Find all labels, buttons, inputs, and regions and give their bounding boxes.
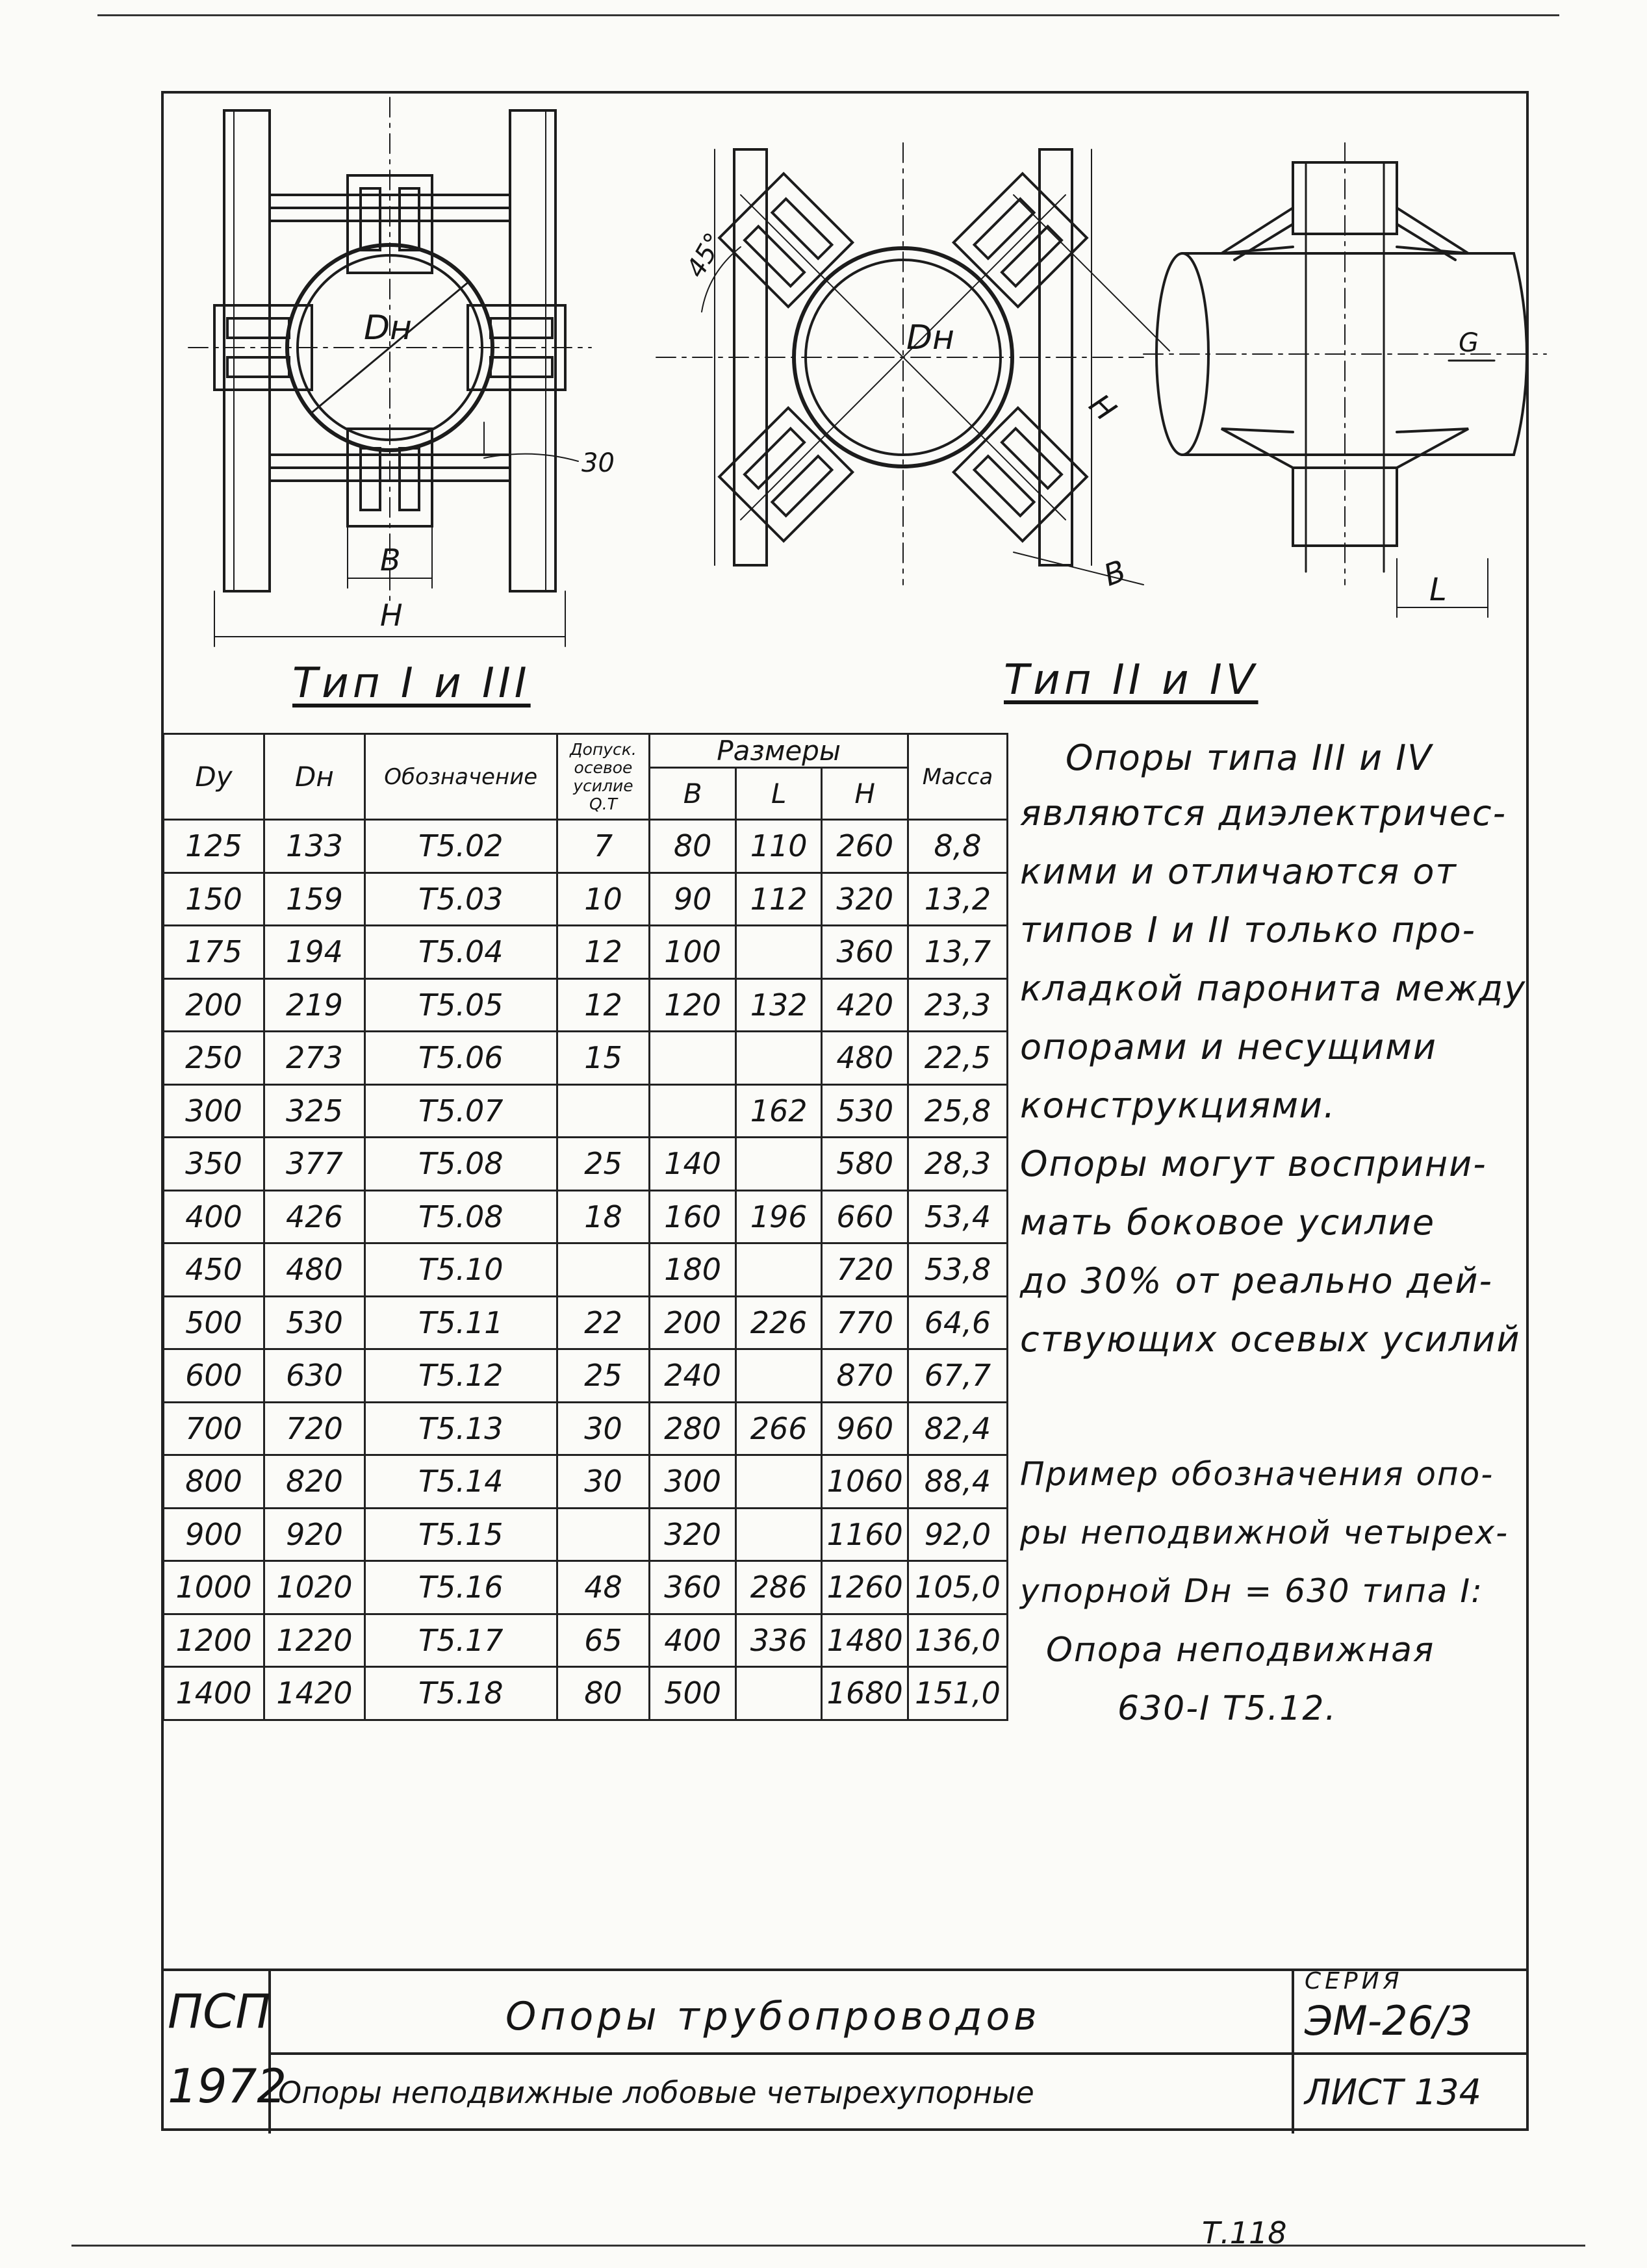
cell-code: Т5.14	[364, 1455, 557, 1509]
cell-dn: 219	[264, 978, 364, 1032]
cell-dy: 300	[164, 1084, 264, 1138]
cell-q: 25	[557, 1138, 650, 1191]
cell-dy: 500	[164, 1296, 264, 1349]
cell-l: 132	[735, 978, 822, 1032]
specification-table	[162, 733, 1008, 1721]
cell-code: Т5.03	[364, 873, 557, 926]
cell-h: 770	[822, 1296, 908, 1349]
cell-mass: 23,3	[908, 978, 1008, 1032]
note-line: кладкой паронита между	[1020, 968, 1527, 1009]
table-row	[164, 926, 1008, 979]
title-divider-h	[268, 2052, 1529, 2055]
caption-type-2-4: Тип II и IV	[1004, 656, 1258, 704]
cell-h: 320	[822, 873, 908, 926]
cell-q	[557, 1508, 650, 1561]
cell-code: Т5.11	[364, 1296, 557, 1349]
cell-mass: 25,8	[908, 1084, 1008, 1138]
cell-mass: 67,7	[908, 1349, 1008, 1403]
cell-code: Т5.18	[364, 1667, 557, 1720]
cell-b: 240	[650, 1349, 736, 1403]
cell-q: 22	[557, 1296, 650, 1349]
cell-h: 1680	[822, 1667, 908, 1720]
cell-h: 1480	[822, 1614, 908, 1667]
cell-l: 196	[735, 1190, 822, 1243]
label-dn-type2: Dн	[906, 318, 955, 357]
cell-h: 360	[822, 926, 908, 979]
label-dn-type1: Dн	[364, 309, 413, 348]
cell-dn: 325	[264, 1084, 364, 1138]
cell-b: 120	[650, 978, 736, 1032]
table-row	[164, 1402, 1008, 1455]
cell-q: 7	[557, 820, 650, 873]
cell-dn: 194	[264, 926, 364, 979]
cell-code: Т5.04	[364, 926, 557, 979]
cell-mass: 136,0	[908, 1614, 1008, 1667]
cell-code: Т5.17	[364, 1614, 557, 1667]
cell-code: Т5.07	[364, 1084, 557, 1138]
cell-l: 112	[735, 873, 822, 926]
cell-l: 336	[735, 1614, 822, 1667]
cell-mass: 53,4	[908, 1190, 1008, 1243]
cell-b: 400	[650, 1614, 736, 1667]
cell-q: 80	[557, 1667, 650, 1720]
note-line: Опоры могут восприни-	[1020, 1143, 1487, 1184]
cell-dy: 900	[164, 1508, 264, 1561]
series-label: СЕРИЯ	[1305, 1968, 1403, 1994]
cell-q: 48	[557, 1561, 650, 1614]
cell-dn: 1420	[264, 1667, 364, 1720]
cell-mass: 82,4	[908, 1402, 1008, 1455]
cell-l	[735, 1032, 822, 1085]
table-row	[164, 1349, 1008, 1403]
cell-dy: 250	[164, 1032, 264, 1085]
cell-code: Т5.02	[364, 820, 557, 873]
cell-b: 100	[650, 926, 736, 979]
cell-b: 180	[650, 1243, 736, 1297]
header-l: L	[735, 768, 822, 820]
cell-code: Т5.13	[364, 1402, 557, 1455]
label-h-type1: H	[380, 598, 403, 633]
header-b: B	[650, 768, 736, 820]
cell-dn: 480	[264, 1243, 364, 1297]
cell-h: 1060	[822, 1455, 908, 1509]
cell-l: 110	[735, 820, 822, 873]
cell-q: 15	[557, 1032, 650, 1085]
cell-q: 30	[557, 1455, 650, 1509]
cell-code: Т5.08	[364, 1138, 557, 1191]
cell-mass: 28,3	[908, 1138, 1008, 1191]
cell-dy: 200	[164, 978, 264, 1032]
cell-q: 30	[557, 1402, 650, 1455]
cell-h: 960	[822, 1402, 908, 1455]
cell-q: 18	[557, 1190, 650, 1243]
header-h: H	[822, 768, 908, 820]
cell-dn: 133	[264, 820, 364, 873]
cell-b: 500	[650, 1667, 736, 1720]
cell-h: 420	[822, 978, 908, 1032]
cell-h: 870	[822, 1349, 908, 1403]
cell-dn: 630	[264, 1349, 364, 1403]
page-stamp: Т.118	[1202, 2215, 1287, 2250]
example-line: Пример обозначения опо-	[1020, 1455, 1494, 1493]
label-b-type1: B	[380, 542, 401, 578]
header-axial-force: Допуск. осевое усилие Q.T	[557, 734, 650, 820]
cell-b: 140	[650, 1138, 736, 1191]
note-line: мать боковое усилие	[1020, 1202, 1436, 1243]
cell-mass: 151,0	[908, 1667, 1008, 1720]
cell-code: Т5.05	[364, 978, 557, 1032]
cell-code: Т5.08	[364, 1190, 557, 1243]
cell-b: 360	[650, 1561, 736, 1614]
cell-mass: 88,4	[908, 1455, 1008, 1509]
cell-dy: 450	[164, 1243, 264, 1297]
cell-l	[735, 1138, 822, 1191]
series-number: ЭМ-26/3	[1305, 1997, 1473, 2045]
label-g: G	[1459, 328, 1479, 358]
note-line: опорами и несущими	[1020, 1026, 1437, 1067]
cell-b	[650, 1084, 736, 1138]
note-line: являются диэлектричес-	[1020, 793, 1507, 834]
organization: ПСП	[168, 1984, 271, 2039]
cell-l	[735, 926, 822, 979]
example-line: 630-I Т5.12.	[1117, 1689, 1337, 1728]
cell-h: 580	[822, 1138, 908, 1191]
header-designation: Обозначение	[364, 734, 557, 820]
table-row	[164, 1296, 1008, 1349]
cell-l	[735, 1243, 822, 1297]
drawing-title: Опоры трубопроводов	[505, 1994, 1041, 2039]
cell-code: Т5.10	[364, 1243, 557, 1297]
cell-l: 286	[735, 1561, 822, 1614]
cell-dn: 159	[264, 873, 364, 926]
table-row	[164, 820, 1008, 873]
cell-h: 530	[822, 1084, 908, 1138]
label-h-type2: H	[1082, 387, 1123, 428]
example-line: ры неподвижной четырех-	[1020, 1514, 1509, 1551]
cell-b: 90	[650, 873, 736, 926]
cell-mass: 13,2	[908, 873, 1008, 926]
cell-q	[557, 1243, 650, 1297]
cell-dy: 1400	[164, 1667, 264, 1720]
label-l: L	[1429, 572, 1447, 608]
table-row	[164, 1084, 1008, 1138]
cell-q: 12	[557, 978, 650, 1032]
cell-mass: 64,6	[908, 1296, 1008, 1349]
cell-dy: 400	[164, 1190, 264, 1243]
figure-side-view	[1143, 143, 1546, 617]
cell-dn: 273	[264, 1032, 364, 1085]
note-line: типов I и II только про-	[1020, 910, 1477, 950]
cell-b: 200	[650, 1296, 736, 1349]
table-row	[164, 1138, 1008, 1191]
cell-q: 25	[557, 1349, 650, 1403]
year: 1972	[168, 2059, 287, 2113]
cell-b: 320	[650, 1508, 736, 1561]
cell-dy: 175	[164, 926, 264, 979]
note-line: ствующих осевых усилий	[1020, 1319, 1521, 1360]
label-30: 30	[581, 448, 615, 478]
note-line: кими и отличаются от	[1020, 851, 1457, 892]
cell-dy: 1200	[164, 1614, 264, 1667]
header-dn: Dн	[264, 734, 364, 820]
header-dy: Dу	[164, 734, 264, 820]
cell-dy: 350	[164, 1138, 264, 1191]
drawing-subtitle: Опоры неподвижные лобовые четырехупорные	[278, 2075, 1034, 2110]
cell-l	[735, 1508, 822, 1561]
note-line: Опоры типа III и IV	[1066, 737, 1433, 778]
title-block	[161, 1969, 1529, 2134]
cell-q	[557, 1084, 650, 1138]
cell-q: 10	[557, 873, 650, 926]
header-mass: Масса	[908, 734, 1008, 820]
table-row	[164, 1667, 1008, 1720]
table-row	[164, 1032, 1008, 1085]
table-row	[164, 1190, 1008, 1243]
table-row	[164, 1508, 1008, 1561]
cell-dy: 150	[164, 873, 264, 926]
cell-mass: 22,5	[908, 1032, 1008, 1085]
bottom-border-line	[71, 2245, 1585, 2247]
cell-h: 720	[822, 1243, 908, 1297]
cell-h: 1160	[822, 1508, 908, 1561]
cell-l	[735, 1349, 822, 1403]
cell-code: Т5.15	[364, 1508, 557, 1561]
cell-dn: 920	[264, 1508, 364, 1561]
cell-l	[735, 1455, 822, 1509]
cell-mass: 105,0	[908, 1561, 1008, 1614]
cell-l: 226	[735, 1296, 822, 1349]
cell-dy: 125	[164, 820, 264, 873]
cell-mass: 13,7	[908, 926, 1008, 979]
cell-dn: 377	[264, 1138, 364, 1191]
cell-dy: 1000	[164, 1561, 264, 1614]
cell-dy: 600	[164, 1349, 264, 1403]
label-45-degrees: 45°	[680, 227, 730, 283]
cell-mass: 8,8	[908, 820, 1008, 873]
note-line: до 30% от реально дей-	[1020, 1260, 1493, 1301]
cell-dn: 720	[264, 1402, 364, 1455]
table-row	[164, 1614, 1008, 1667]
table-row	[164, 978, 1008, 1032]
cell-q: 12	[557, 926, 650, 979]
cell-b: 160	[650, 1190, 736, 1243]
cell-b: 300	[650, 1455, 736, 1509]
cell-mass: 92,0	[908, 1508, 1008, 1561]
header-dimensions: Размеры	[650, 734, 908, 768]
cell-l: 162	[735, 1084, 822, 1138]
cell-dn: 1020	[264, 1561, 364, 1614]
cell-dy: 800	[164, 1455, 264, 1509]
caption-type-1-3: Тип I и III	[292, 659, 531, 707]
table-row	[164, 873, 1008, 926]
cell-code: Т5.16	[364, 1561, 557, 1614]
cell-dn: 1220	[264, 1614, 364, 1667]
cell-h: 260	[822, 820, 908, 873]
cell-q: 65	[557, 1614, 650, 1667]
cell-dn: 426	[264, 1190, 364, 1243]
cell-code: Т5.06	[364, 1032, 557, 1085]
cell-dy: 700	[164, 1402, 264, 1455]
cell-code: Т5.12	[364, 1349, 557, 1403]
sheet-number: ЛИСТ 134	[1305, 2072, 1481, 2113]
cell-h: 480	[822, 1032, 908, 1085]
cell-dn: 820	[264, 1455, 364, 1509]
table-row	[164, 1455, 1008, 1509]
cell-mass: 53,8	[908, 1243, 1008, 1297]
technical-drawings	[0, 0, 1647, 734]
cell-h: 660	[822, 1190, 908, 1243]
table-row	[164, 1243, 1008, 1297]
table-row	[164, 1561, 1008, 1614]
cell-l	[735, 1667, 822, 1720]
label-b-type2: B	[1099, 553, 1130, 593]
cell-b: 280	[650, 1402, 736, 1455]
example-line: упорной Dн = 630 типа I:	[1020, 1572, 1483, 1610]
cell-b	[650, 1032, 736, 1085]
cell-dn: 530	[264, 1296, 364, 1349]
cell-b: 80	[650, 820, 736, 873]
cell-h: 1260	[822, 1561, 908, 1614]
example-line: Опора неподвижная	[1046, 1631, 1435, 1670]
note-line: конструкциями.	[1020, 1085, 1336, 1126]
cell-l: 266	[735, 1402, 822, 1455]
